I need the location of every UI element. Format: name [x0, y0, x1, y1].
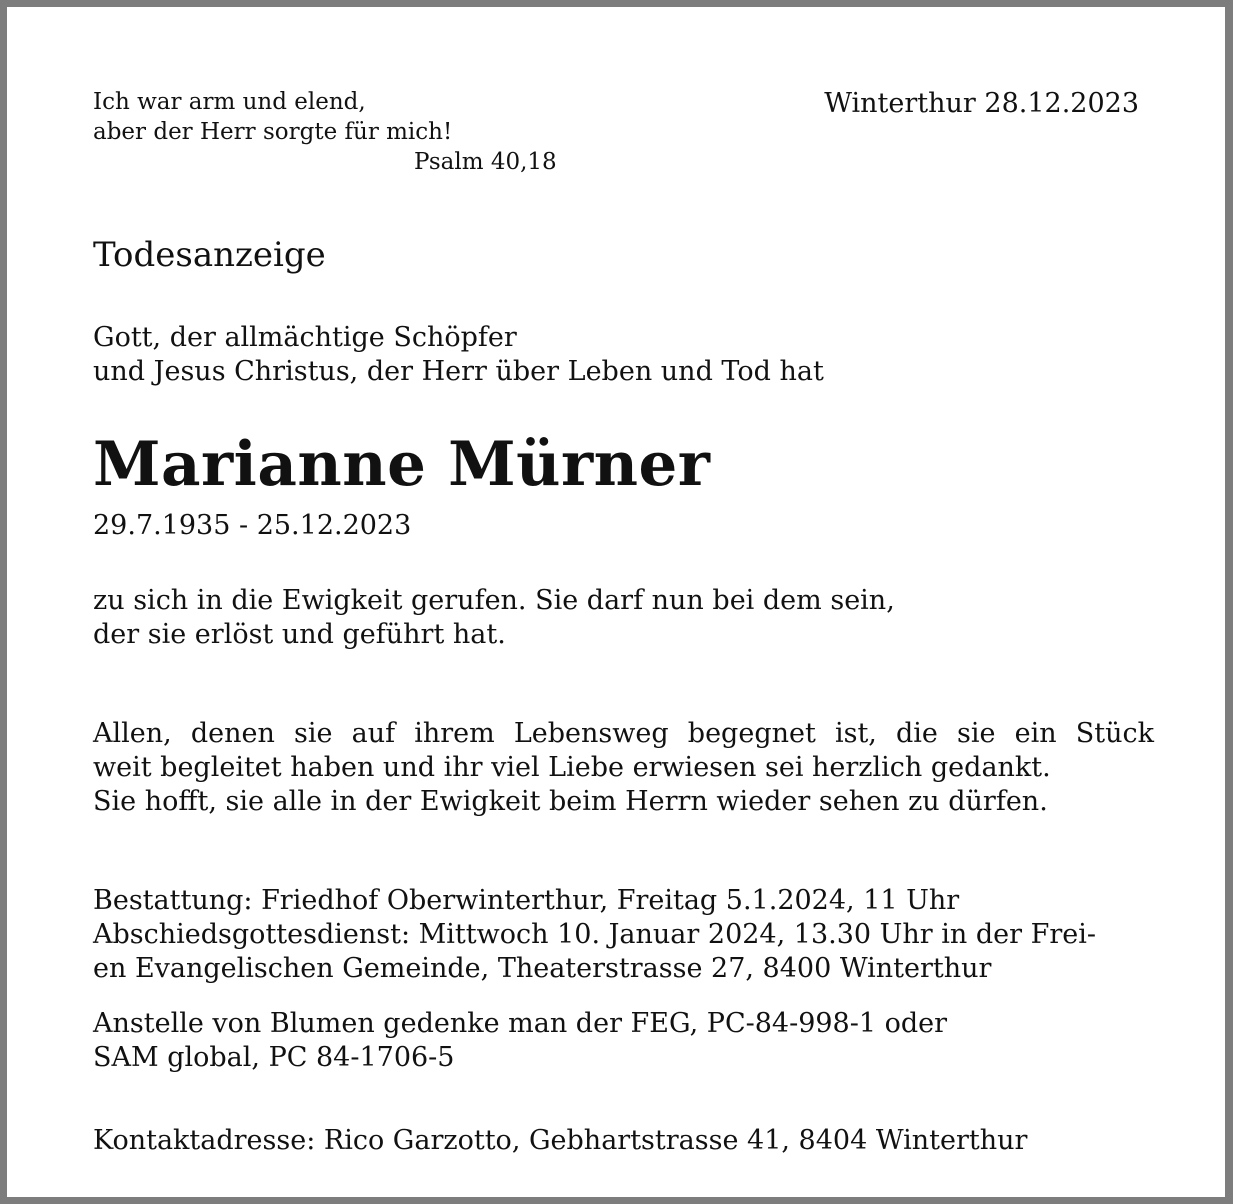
donation-line-2: SAM global, PC 84-1706-5 [93, 1042, 455, 1073]
donation-line-1: Anstelle von Blumen gedenke man der FEG, PC-84-998-1 oder [93, 1008, 948, 1039]
thanks-paragraph [93, 717, 1154, 819]
donation-note [93, 1007, 947, 1075]
thanks-line-2: weit begleitet haben und ihr viel Liebe erwiesen sei herzlich gedankt. [93, 752, 1051, 783]
called-line-2: der sie erlöst und geführt hat. [93, 619, 506, 650]
intro-text [93, 321, 824, 389]
verse-line-2: aber der Herr sorgte für mich! [93, 119, 453, 145]
memorial-service-line-2: en Evangelischen Gemeinde, Theaterstrasse 27, 8400 Winterthur [93, 953, 992, 984]
burial-line: Bestattung: Friedhof Oberwinterthur, Freitag 5.1.2024, 11 Uhr [93, 885, 960, 916]
place-and-date: Winterthur 28.12.2023 [824, 88, 1139, 119]
memorial-service-line-1: Abschiedsgottesdienst: Mittwoch 10. Januar 2024, 13.30 Uhr in der Frei- [93, 919, 1097, 950]
verse-line-1: Ich war arm und elend, [93, 89, 366, 115]
notice-heading: Todesanzeige [93, 235, 326, 275]
verse-reference: Psalm 40,18 [414, 149, 557, 175]
thanks-line-1: Allen, denen sie auf ihrem Lebensweg begegnet ist, die sie ein Stück [93, 718, 1154, 749]
thanks-line-3: Sie hofft, sie alle in der Ewigkeit beim Herrn wieder sehen zu dürfen. [93, 786, 1048, 817]
deceased-lifespan: 29.7.1935 - 25.12.2023 [93, 510, 412, 541]
called-text [93, 584, 895, 652]
called-line-1: zu sich in die Ewigkeit gerufen. Sie darf nun bei dem sein, [93, 585, 895, 616]
service-details [93, 884, 1096, 986]
deceased-name: Marianne Mürner [93, 429, 711, 500]
intro-line-1: Gott, der allmächtige Schöpfer [93, 322, 517, 353]
bible-verse [93, 87, 452, 147]
intro-line-2: und Jesus Christus, der Herr über Leben und Tod hat [93, 356, 824, 387]
contact-address: Kontaktadresse: Rico Garzotto, Gebhartstrasse 41, 8404 Winterthur [93, 1125, 1028, 1156]
